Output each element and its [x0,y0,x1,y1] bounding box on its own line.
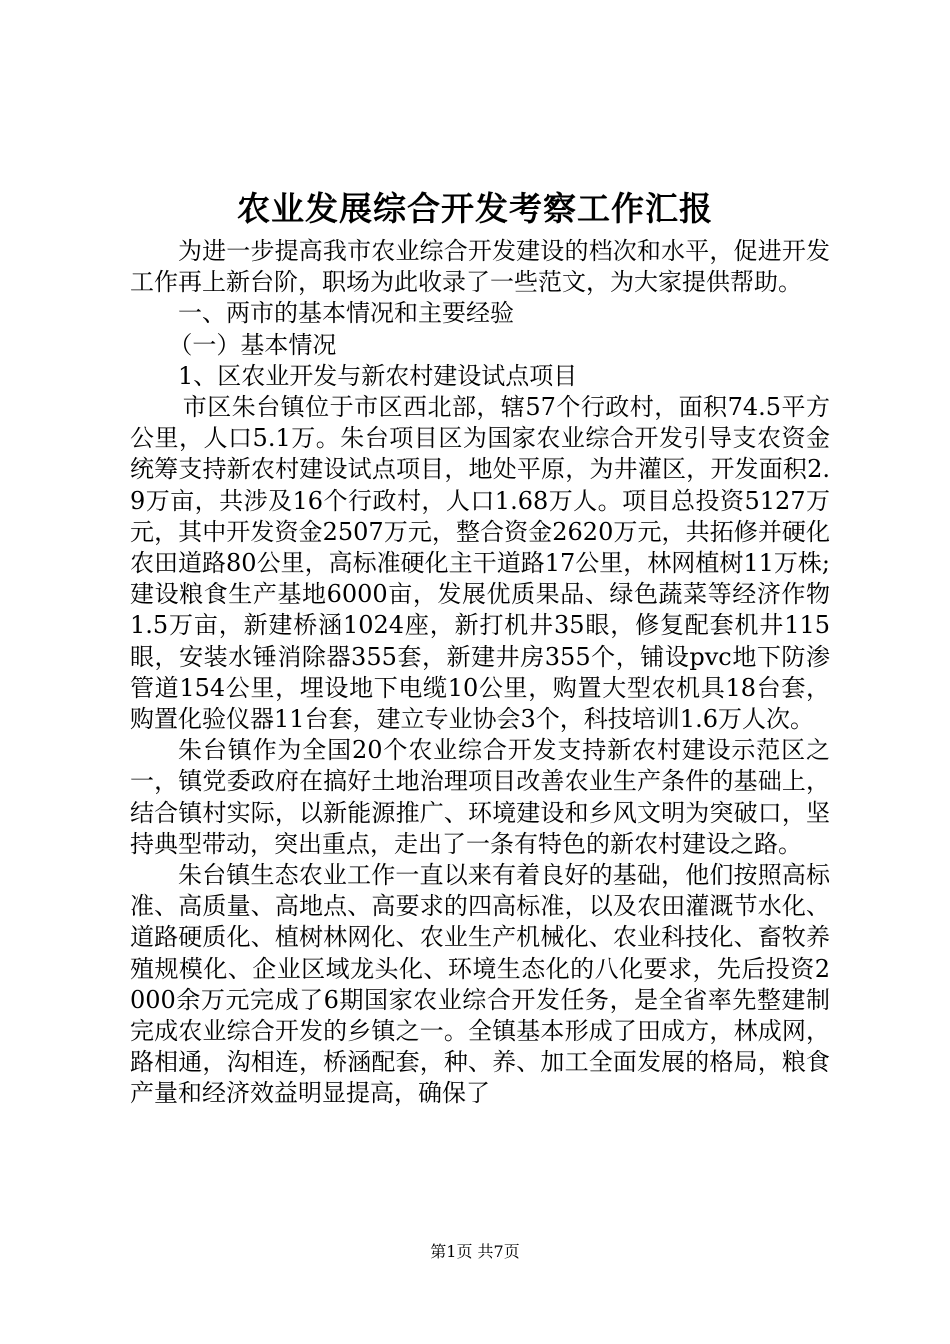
paragraph-ecological-agriculture: 朱台镇生态农业工作一直以来有着良好的基础，他们按照高标准、高质量、高地点、高要求的四高标准，以及农田灌溉节水化、道路硬质化、植树林网化、农业生产机械化、农业科技化、畜牧养殖规模化、企业区域龙头化、环境生态化的八化要求，先后投资2000余万元完成了6期国家农业综合开发任务，是全省率先整建制完成农业综合开发的乡镇之一。全镇基本形成了田成方，林成网，路相通，沟相连，桥涵配套，种、养、加工全面发展的格局，粮食产量和经济效益明显提高，确保了 [130,861,830,1108]
heading-subsection-1: （一）基本情况 [168,330,337,359]
heading-section-1: 一、两市的基本情况和主要经验 [178,299,514,328]
document-body [130,236,830,1110]
paragraph-intro: 为进一步提高我市农业综合开发建设的档次和水平，促进开发工作再上新台阶，职场为此收录了一些范文，为大家提供帮助。 [130,237,830,297]
heading-item-1: 1、区农业开发与新农村建设试点项目 [178,361,578,390]
paragraph-zhutai-overview: 市区朱台镇位于市区西北部，辖57个行政村，面积74.5平方公里，人口5.1万。朱台项目区为国家农业综合开发引导支农资金统筹支持新农村建设试点项目，地处平原，为井灌区，开发面积2.9万亩，共涉及16个行政村，人口1.68万人。项目总投资5127万元，其中开发资金2507万元，整合资金2620万元，共拓修并硬化农田道路80公里，高标准硬化主干道路17公里，林网植树11万株;建设粮食生产基地6000亩，发展优质果品、绿色蔬菜等经济作物1.5万亩，新建桥涵1024座，新打机井35眼，修复配套机井115眼，安装水锤消除器355套，新建井房355个，铺设pvc地下防渗管道154公里，埋设地下电缆10公里，购置大型农机具18台套，购置化验仪器11台套，建立专业协会3个，科技培训1.6万人次。 [130,393,830,734]
document-title: 农业发展综合开发考察工作汇报 [237,189,713,228]
page-number: 第1页 共7页 [430,1242,520,1261]
paragraph-demo-zone: 朱台镇作为全国20个农业综合开发支持新农村建设示范区之一，镇党委政府在搞好土地治理项目改善农业生产条件的基础上，结合镇村实际，以新能源推广、环境建设和乡风文明为突破口，坚持典型带动，突出重点，走出了一条有特色的新农村建设之路。 [130,736,830,858]
